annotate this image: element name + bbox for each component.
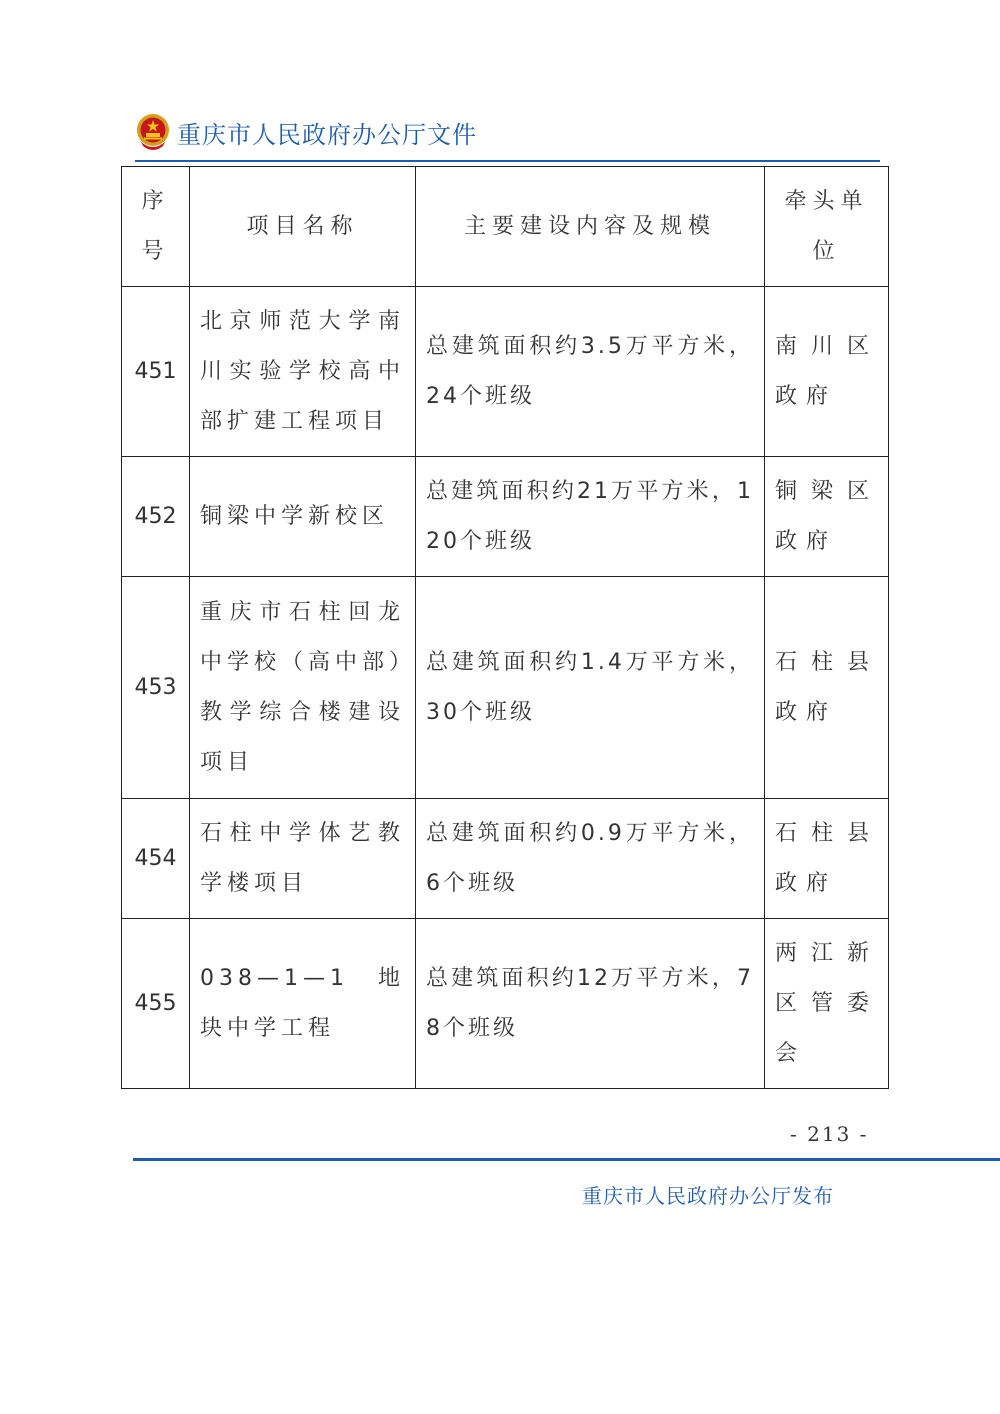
- lead-unit: 石柱县政府: [765, 799, 889, 919]
- table-row: [122, 287, 889, 457]
- project-name: 038—1—1 地块中学工程: [190, 919, 416, 1089]
- document-header: [135, 110, 477, 154]
- project-name: 重庆市石柱回龙中学校（高中部）教学综合楼建设项目: [190, 577, 416, 799]
- header-cell-content: 主要建设内容及规模: [416, 167, 765, 287]
- project-content: 总建筑面积约1.4万平方米，30个班级: [416, 577, 765, 799]
- header-divider: [135, 160, 880, 162]
- project-name: 铜梁中学新校区: [190, 457, 416, 577]
- table-header-row: [122, 167, 889, 287]
- header-cell-lead-unit: 牵头单位: [765, 167, 889, 287]
- header-cell-project-name: 项目名称: [190, 167, 416, 287]
- lead-unit: 南川区政府: [765, 287, 889, 457]
- lead-unit: 两江新区管委会: [765, 919, 889, 1089]
- row-number: 451: [122, 287, 190, 457]
- table-row: [122, 577, 889, 799]
- header-title: 重庆市人民政府办公厅文件: [177, 120, 477, 149]
- project-name: 石柱中学体艺教学楼项目: [190, 799, 416, 919]
- project-content: 总建筑面积约12万平方米，78个班级: [416, 919, 765, 1089]
- row-number: 454: [122, 799, 190, 919]
- row-number: 455: [122, 919, 190, 1089]
- project-content: 总建筑面积约3.5万平方米，24个班级: [416, 287, 765, 457]
- header-cell-number: 序号: [122, 167, 190, 287]
- table-row: [122, 457, 889, 577]
- project-table: [121, 166, 889, 1089]
- project-content: 总建筑面积约21万平方米，120个班级: [416, 457, 765, 577]
- table-row: [122, 919, 889, 1089]
- project-content: 总建筑面积约0.9万平方米，6个班级: [416, 799, 765, 919]
- national-emblem-icon: [135, 112, 171, 152]
- lead-unit: 石柱县政府: [765, 577, 889, 799]
- table-row: [122, 799, 889, 919]
- row-number: 452: [122, 457, 190, 577]
- lead-unit: 铜梁区政府: [765, 457, 889, 577]
- page-number: - 213 -: [790, 1122, 869, 1146]
- project-name: 北京师范大学南川实验学校高中部扩建工程项目: [190, 287, 416, 457]
- row-number: 453: [122, 577, 190, 799]
- footer-publisher: 重庆市人民政府办公厅发布: [582, 1184, 834, 1208]
- footer-divider: [133, 1158, 1000, 1161]
